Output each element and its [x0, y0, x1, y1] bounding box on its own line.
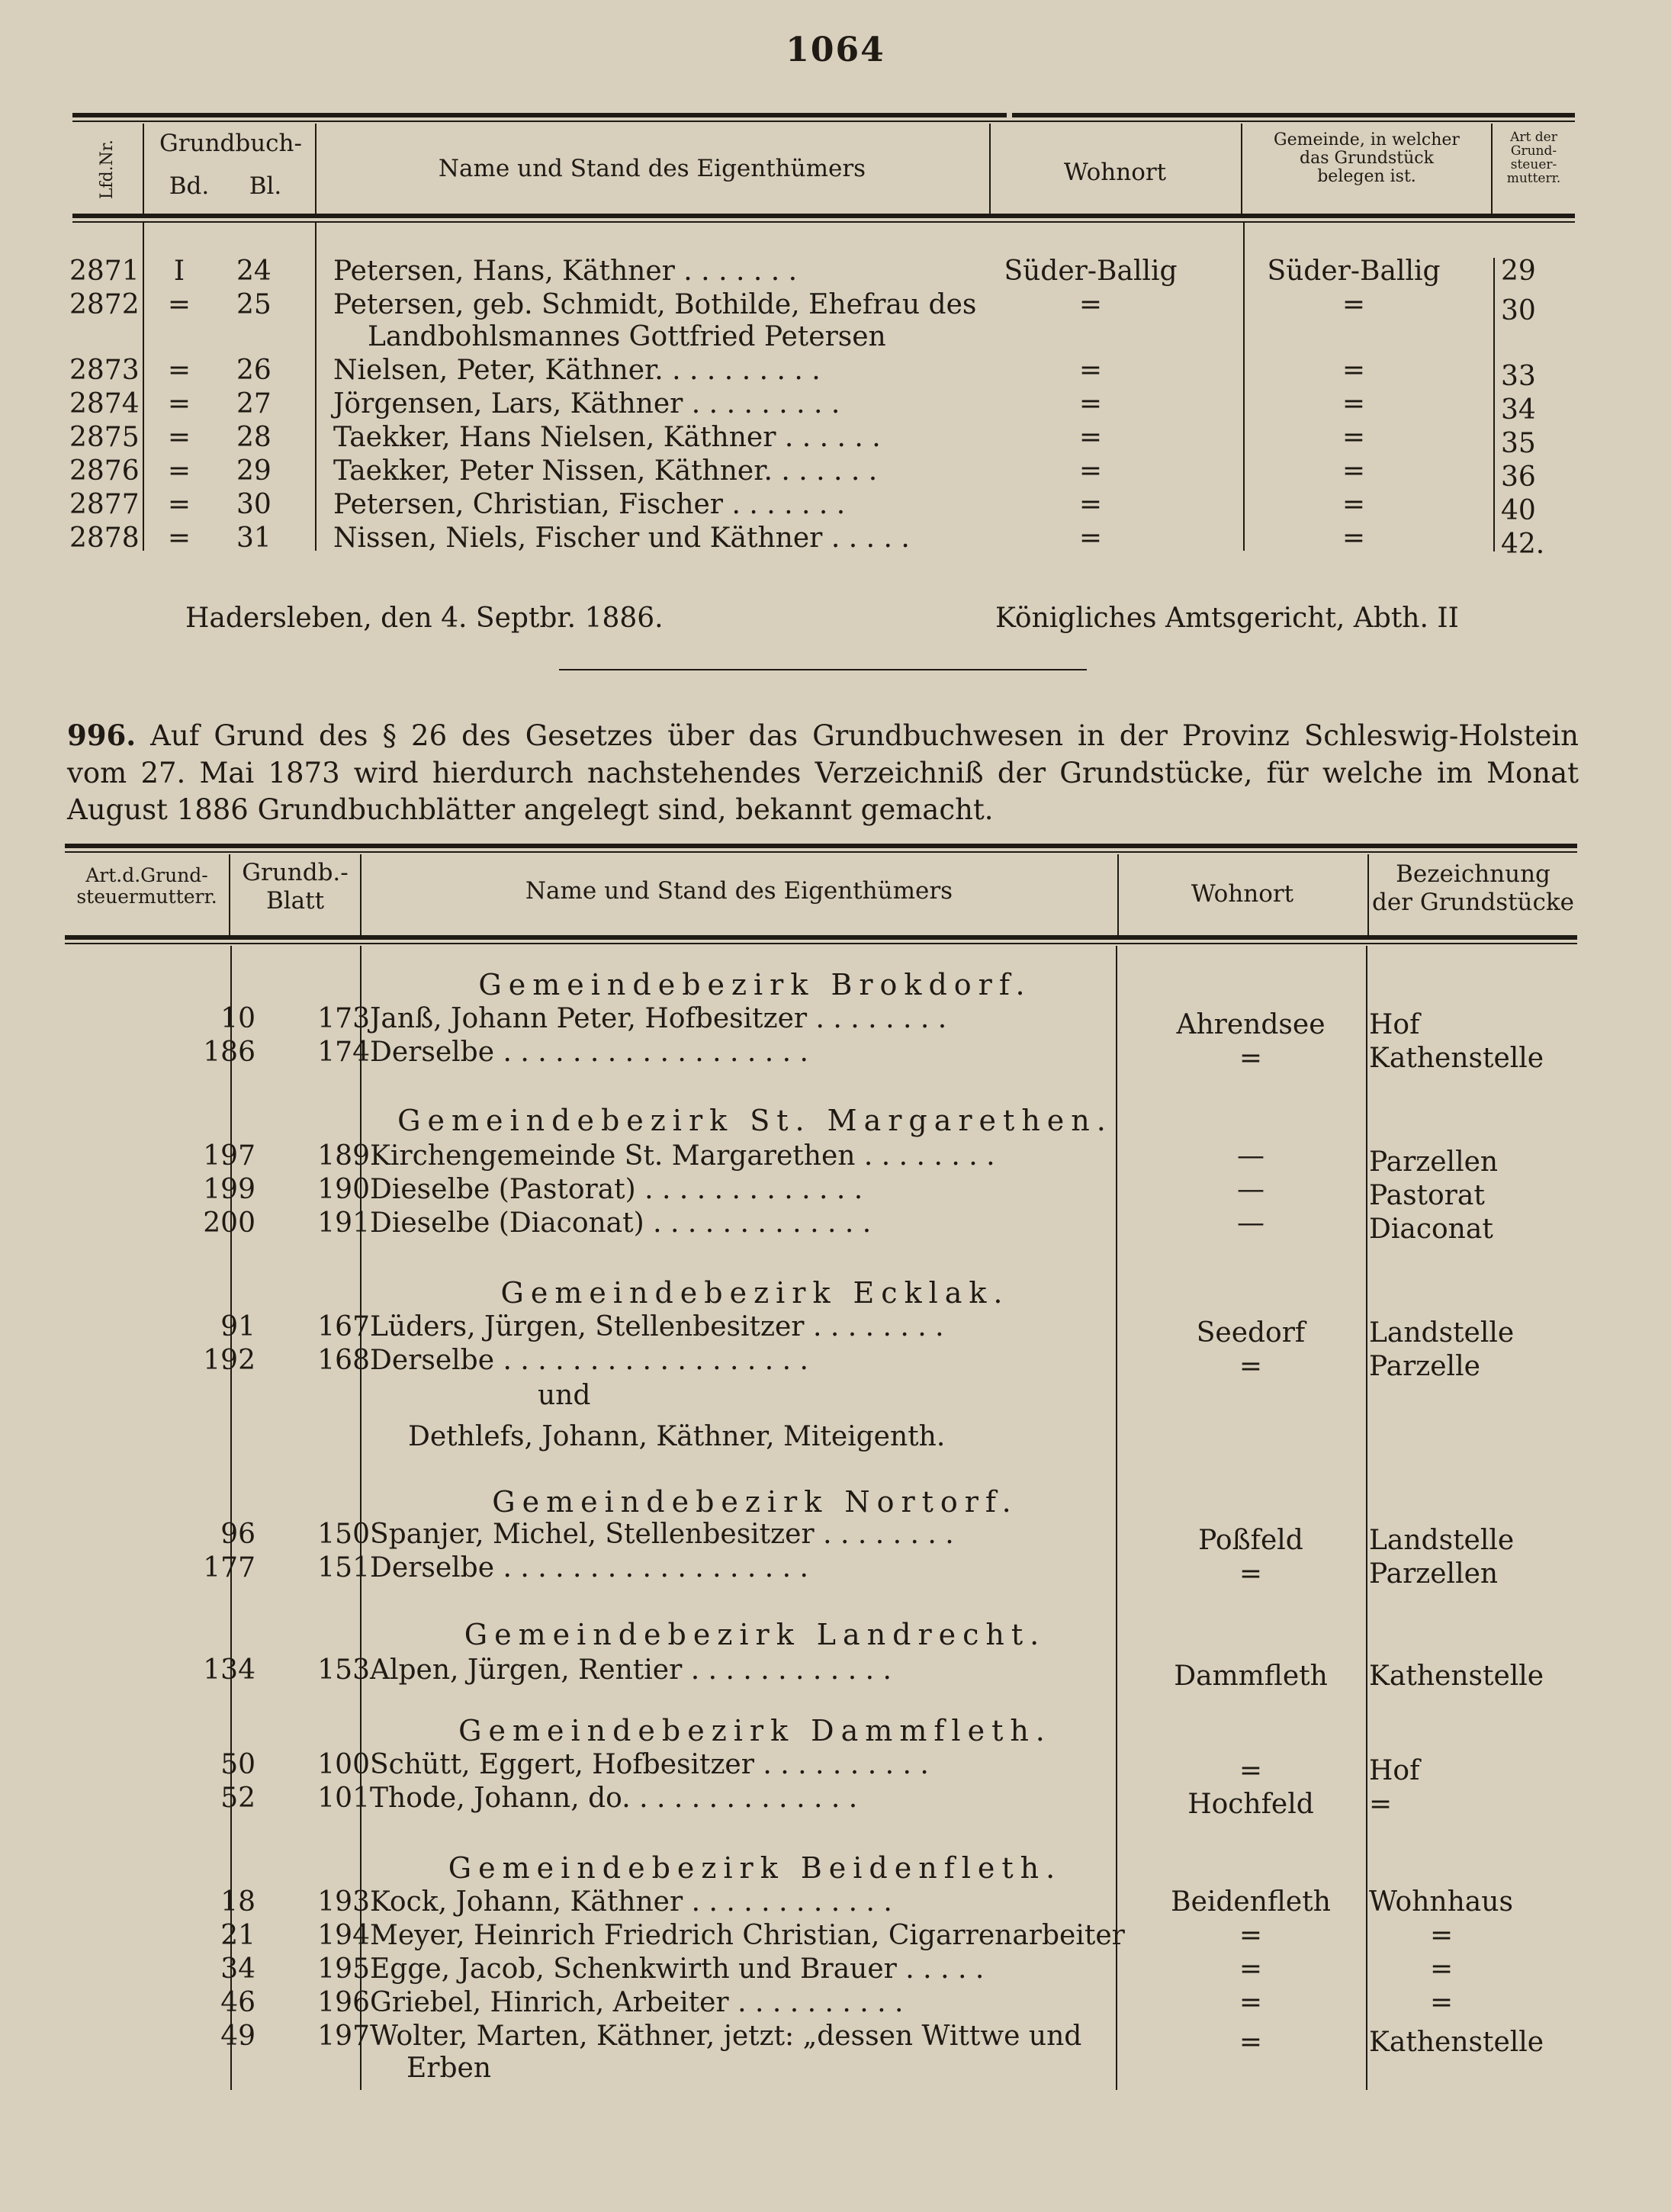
row-bezeichnung: Wohnhaus [1369, 1886, 1513, 1918]
row-wohnort: Beidenfleth [1171, 1886, 1331, 1918]
row-wohnort: = [1239, 1987, 1263, 2018]
row-nr: 2871 [69, 256, 140, 287]
section-title: Gemeindebezirk St. Margarethen. [397, 1104, 1113, 1137]
header2-bezeichnung-line2: der Grundstücke [1371, 889, 1575, 917]
row-name-continued: Erben [407, 2053, 492, 2084]
section-title: Gemeindebezirk Beidenfleth. [448, 1851, 1062, 1885]
section-separator [559, 669, 1087, 670]
row-name: Petersen, Hans, Käthner . . . . . . . [333, 256, 798, 287]
row-blatt: 195 [317, 1953, 370, 1985]
row-wohnort: = [1078, 489, 1103, 520]
table-row [65, 1986, 1577, 2020]
row-art: 42. [1501, 529, 1545, 560]
row-wohnort: = [1078, 388, 1103, 420]
section-title: Gemeindebezirk Dammfleth. [458, 1714, 1052, 1747]
row-co-owner: Dethlefs, Johann, Käthner, Miteigenth. [408, 1421, 946, 1452]
header2-bezeichnung [1369, 860, 1577, 917]
row-name: Kirchengemeinde St. Margarethen . . . . . . . . [370, 1140, 995, 1172]
table-row [65, 2020, 1577, 2058]
row-nr: 2876 [69, 455, 140, 487]
row-bezeichnung: = [1430, 1920, 1454, 1951]
row-name: Petersen, Christian, Fischer . . . . . . . [333, 489, 846, 520]
table2-top-rule [65, 844, 1577, 848]
row-blatt: 101 [317, 1783, 370, 1814]
table-row-continuation [72, 320, 1575, 354]
row-art: 50 [220, 1749, 255, 1780]
header2-name: Name und Stand des Eigenthümers [525, 877, 953, 905]
row-name: Derselbe . . . . . . . . . . . . . . . . . . [370, 1037, 808, 1068]
header-gemeinde-line2: das Grundstück [1300, 149, 1434, 169]
row-bezeichnung: = [1430, 1953, 1454, 1985]
table1-top-rule-right [1012, 113, 1575, 117]
row-bd: I [173, 256, 185, 287]
table-row [69, 255, 1575, 288]
table1-header-rule [72, 214, 1575, 218]
row-wohnort: = [1239, 1953, 1263, 1985]
row-name: Dieselbe (Diaconat) . . . . . . . . . . . . . [370, 1207, 872, 1239]
row-bl: 30 [236, 489, 272, 520]
notice-line-2: vom 27. Mai 1873 wird hierdurch nachstehendes Verzeichniß der Grundstücke, für welche im Monat [67, 757, 1579, 789]
header2-bezeichnung-line1: Bezeichnung [1396, 860, 1550, 888]
court-signature: Königliches Amtsgericht, Abth. II [995, 603, 1459, 634]
table-row [69, 455, 1575, 493]
table-row-continuation [65, 1420, 1577, 1454]
header-art-line3: steuer- [1510, 156, 1557, 172]
row-blatt: 197 [317, 2021, 370, 2052]
row-bl: 29 [236, 455, 272, 487]
row-name: Griebel, Hinrich, Arbeiter . . . . . . . . . . [370, 1987, 904, 2018]
row-blatt: 194 [317, 1920, 370, 1951]
row-bl: 28 [236, 422, 272, 453]
header2-art-line1: Art.d.Grund- [85, 864, 208, 886]
row-bezeichnung: Landstelle [1369, 1525, 1515, 1556]
row-art: 134 [203, 1654, 255, 1686]
row-bezeichnung: Parzelle [1369, 1351, 1480, 1382]
table-row [65, 1310, 1577, 1349]
table-row [69, 522, 1575, 560]
row-nr: 2877 [69, 489, 140, 520]
table1-col-divider [143, 124, 144, 215]
row-name: Kock, Johann, Käthner . . . . . . . . . . . . [370, 1886, 892, 1918]
row-blatt: 168 [317, 1345, 370, 1376]
row-wohnort: — [1237, 1140, 1264, 1172]
header-gemeinde [1242, 131, 1491, 187]
row-blatt: 100 [317, 1749, 370, 1780]
table-row [65, 1654, 1577, 1692]
row-wohnort: Dammfleth [1174, 1661, 1328, 1692]
section-title: Gemeindebezirk Landrecht. [464, 1618, 1046, 1651]
row-art: 52 [220, 1783, 255, 1814]
notice-line-3: August 1886 Grundbuchblätter angelegt sind, bekannt gemacht. [67, 793, 994, 826]
table-row [65, 1002, 1577, 1040]
row-art: 186 [203, 1037, 255, 1068]
table-row [65, 1748, 1577, 1786]
row-name-continued: Landbohlsmannes Gottfried Petersen [368, 321, 886, 352]
row-gemeinde: = [1342, 355, 1366, 386]
section-title: Gemeindebezirk Brokdorf. [478, 968, 1032, 1002]
row-blatt: 190 [317, 1174, 370, 1205]
row-gemeinde: = [1342, 489, 1366, 520]
row-bl: 24 [236, 256, 272, 287]
header2-grundbuch-line1: Grundb.- [242, 859, 349, 886]
row-art: 40 [1501, 495, 1536, 526]
header-bl: Bl. [249, 172, 282, 200]
register-table-1 [69, 113, 1575, 560]
table2-top-rule-thin [65, 851, 1577, 853]
row-art: 21 [220, 1920, 255, 1951]
table1-top-rule-left [72, 113, 1007, 117]
row-name: Petersen, geb. Schmidt, Bothilde, Ehefrau des [333, 289, 977, 320]
row-name: Spanjer, Michel, Stellenbesitzer . . . . . . . . [370, 1519, 954, 1550]
header-lfd-nr [72, 124, 143, 215]
row-blatt: 174 [317, 1037, 370, 1068]
row-art: 177 [203, 1552, 255, 1583]
table-row [65, 1344, 1577, 1382]
row-bd: = [167, 422, 191, 453]
row-name: Thode, Johann, do. . . . . . . . . . . . . . [370, 1783, 858, 1814]
row-und: und [538, 1380, 591, 1411]
register-table-2 [65, 844, 1577, 2095]
row-bl: 31 [236, 522, 272, 554]
row-wohnort: Seedorf [1196, 1317, 1306, 1349]
page-number: 1064 [786, 31, 885, 69]
row-gemeinde: = [1342, 455, 1366, 487]
row-wohnort: = [1078, 455, 1103, 487]
row-bezeichnung: Kathenstelle [1369, 1043, 1544, 1074]
header2-wohnort: Wohnort [1191, 880, 1294, 908]
row-bezeichnung: Hof [1369, 1009, 1420, 1040]
row-bd: = [167, 489, 191, 520]
row-bd: = [167, 455, 191, 487]
row-bezeichnung: = [1430, 1987, 1454, 2018]
header-name: Name und Stand des Eigenthümers [438, 155, 866, 182]
row-blatt: 167 [317, 1311, 370, 1342]
row-wohnort: = [1239, 1920, 1263, 1951]
row-bezeichnung: Pastorat [1369, 1180, 1485, 1211]
row-blatt: 191 [317, 1207, 370, 1239]
row-gemeinde: Süder-Ballig [1267, 256, 1441, 287]
row-art: 10 [220, 1003, 255, 1034]
header-art-line1: Art der [1510, 130, 1557, 145]
table2-header-rule [65, 935, 1577, 940]
row-bezeichnung: Parzellen [1369, 1558, 1499, 1590]
table-row [65, 1782, 1577, 1820]
notice-number: 996. [67, 719, 137, 752]
table-row-continuation [65, 1379, 1577, 1413]
table-row [65, 1207, 1577, 1245]
row-blatt: 173 [317, 1003, 370, 1034]
table-row [65, 1518, 1577, 1556]
header2-grundbuch [230, 859, 360, 915]
header-gemeinde-line3: belegen ist. [1317, 167, 1416, 187]
row-name: Dieselbe (Pastorat) . . . . . . . . . . . . . [370, 1174, 863, 1205]
row-name: Alpen, Jürgen, Rentier . . . . . . . . . . . . [370, 1654, 892, 1686]
row-wohnort: — [1237, 1207, 1264, 1239]
row-wohnort: = [1239, 1755, 1263, 1786]
row-art: 18 [220, 1886, 255, 1918]
row-bezeichnung: Parzellen [1369, 1146, 1499, 1178]
table-row [69, 354, 1575, 392]
table-row [69, 288, 1575, 326]
table-row [69, 387, 1575, 426]
row-name: Egge, Jacob, Schenkwirth und Brauer . . . . . [370, 1953, 985, 1985]
row-blatt: 151 [317, 1552, 370, 1583]
row-gemeinde: = [1342, 289, 1366, 320]
row-name: Taekker, Peter Nissen, Käthner. . . . . . . [333, 455, 878, 487]
row-art: 200 [203, 1207, 255, 1239]
notice-line-1 [67, 717, 1579, 754]
header-lfd-nr-text: Lfd.Nr. [97, 139, 117, 200]
table-row [65, 1140, 1577, 1178]
header2-art-line2: steuermutterr. [76, 885, 217, 908]
row-bd: = [167, 522, 191, 554]
row-bl: 27 [236, 388, 272, 420]
row-wohnort: = [1078, 289, 1103, 320]
section-title: Gemeindebezirk Ecklak. [500, 1276, 1010, 1310]
row-name: Janß, Johann Peter, Hofbesitzer . . . . . . . . [370, 1003, 947, 1034]
header-art-line2: Grund- [1510, 143, 1557, 159]
row-name: Schütt, Eggert, Hofbesitzer . . . . . . . . . . [370, 1749, 929, 1780]
row-wohnort: — [1237, 1174, 1264, 1205]
row-bezeichnung: Hof [1369, 1755, 1420, 1786]
row-name: Jörgensen, Lars, Käthner . . . . . . . . . [333, 388, 840, 420]
row-name: Nielsen, Peter, Käthner. . . . . . . . . . [333, 355, 821, 386]
row-bd: = [167, 355, 191, 386]
header2-art [65, 865, 229, 907]
header-art-line4: mutterr. [1506, 170, 1561, 186]
row-bezeichnung: Kathenstelle [1369, 1661, 1544, 1692]
row-art: 197 [203, 1140, 255, 1172]
row-nr: 2875 [69, 422, 140, 453]
row-art: 34 [1501, 394, 1536, 426]
row-bezeichnung: Kathenstelle [1369, 2027, 1544, 2058]
row-wohnort: = [1239, 1351, 1263, 1382]
row-blatt: 193 [317, 1886, 370, 1918]
row-nr: 2872 [69, 289, 140, 320]
row-gemeinde: = [1342, 388, 1366, 420]
row-wohnort: = [1078, 422, 1103, 453]
row-art: 91 [220, 1311, 255, 1342]
row-art: 36 [1501, 461, 1536, 493]
row-wohnort: Hochfeld [1187, 1789, 1314, 1820]
table-row [65, 1953, 1577, 1986]
row-art: 35 [1501, 428, 1536, 459]
row-art: 192 [203, 1345, 255, 1376]
header-gemeinde-line1: Gemeinde, in welcher [1274, 130, 1460, 150]
row-wohnort: = [1239, 2027, 1263, 2058]
header-art [1493, 131, 1575, 185]
row-bl: 25 [236, 289, 272, 320]
header2-grundbuch-line2: Blatt [265, 887, 325, 915]
row-name: Wolter, Marten, Käthner, jetzt: „dessen Wittwe und [370, 2021, 1082, 2052]
row-wohnort: Ahrendsee [1176, 1009, 1326, 1040]
place-date: Hadersleben, den 4. Septbr. 1886. [185, 603, 664, 634]
table-row [69, 488, 1575, 526]
row-name: Derselbe . . . . . . . . . . . . . . . . . . [370, 1552, 808, 1583]
row-name: Derselbe . . . . . . . . . . . . . . . . . . [370, 1345, 808, 1376]
table-row-continuation [65, 2052, 1577, 2085]
row-art: 29 [1501, 256, 1536, 287]
row-wohnort: = [1078, 355, 1103, 386]
table-row [65, 1551, 1577, 1590]
row-blatt: 153 [317, 1654, 370, 1686]
notice-line-1-text: Auf Grund des § 26 des Gesetzes über das Grundbuchwesen in der Provinz Schleswig-Holstein [150, 719, 1579, 752]
row-art: 96 [220, 1519, 255, 1550]
header-grundbuch: Grundbuch- [159, 130, 302, 157]
row-name: Lüders, Jürgen, Stellenbesitzer . . . . . . . . [370, 1311, 944, 1342]
row-art: 33 [1501, 361, 1536, 392]
header-wohnort: Wohnort [1063, 159, 1167, 186]
row-wohnort: Poßfeld [1198, 1525, 1303, 1556]
row-art: 34 [220, 1953, 255, 1985]
row-wohnort: = [1239, 1043, 1263, 1074]
table1-top-rule-thin [72, 121, 1575, 122]
table-row [65, 1036, 1577, 1074]
row-bezeichnung: Landstelle [1369, 1317, 1515, 1349]
row-bezeichnung: Diaconat [1369, 1214, 1493, 1245]
row-nr: 2873 [69, 355, 140, 386]
table-row [65, 1886, 1577, 1919]
table-row [65, 1173, 1577, 1211]
table1-header-rule-thin [72, 221, 1575, 223]
row-wohnort: = [1239, 1558, 1263, 1590]
row-name: Nissen, Niels, Fischer und Käthner . . . . . [333, 522, 910, 554]
row-art: 30 [1501, 295, 1536, 326]
row-art: 46 [220, 1987, 255, 2018]
row-wohnort: Süder-Ballig [1004, 256, 1178, 287]
row-bl: 26 [236, 355, 272, 386]
table2-header-rule-thin [65, 943, 1577, 944]
table-row [65, 1919, 1577, 1953]
row-bezeichnung: = [1369, 1789, 1393, 1820]
row-blatt: 196 [317, 1987, 370, 2018]
row-gemeinde: = [1342, 522, 1366, 554]
section-title: Gemeindebezirk Nortorf. [492, 1485, 1018, 1519]
row-name: Taekker, Hans Nielsen, Käthner . . . . . . [333, 422, 881, 453]
row-blatt: 150 [317, 1519, 370, 1550]
row-bd: = [167, 388, 191, 420]
row-art: 199 [203, 1174, 255, 1205]
row-art: 49 [220, 2021, 255, 2052]
table-row [69, 421, 1575, 459]
row-name: Meyer, Heinrich Friedrich Christian, Cigarrenarbeiter [370, 1920, 1125, 1951]
row-bd: = [167, 289, 191, 320]
row-nr: 2878 [69, 522, 140, 554]
row-blatt: 189 [317, 1140, 370, 1172]
row-gemeinde: = [1342, 422, 1366, 453]
row-nr: 2874 [69, 388, 140, 420]
row-wohnort: = [1078, 522, 1103, 554]
header-bd: Bd. [169, 172, 210, 200]
